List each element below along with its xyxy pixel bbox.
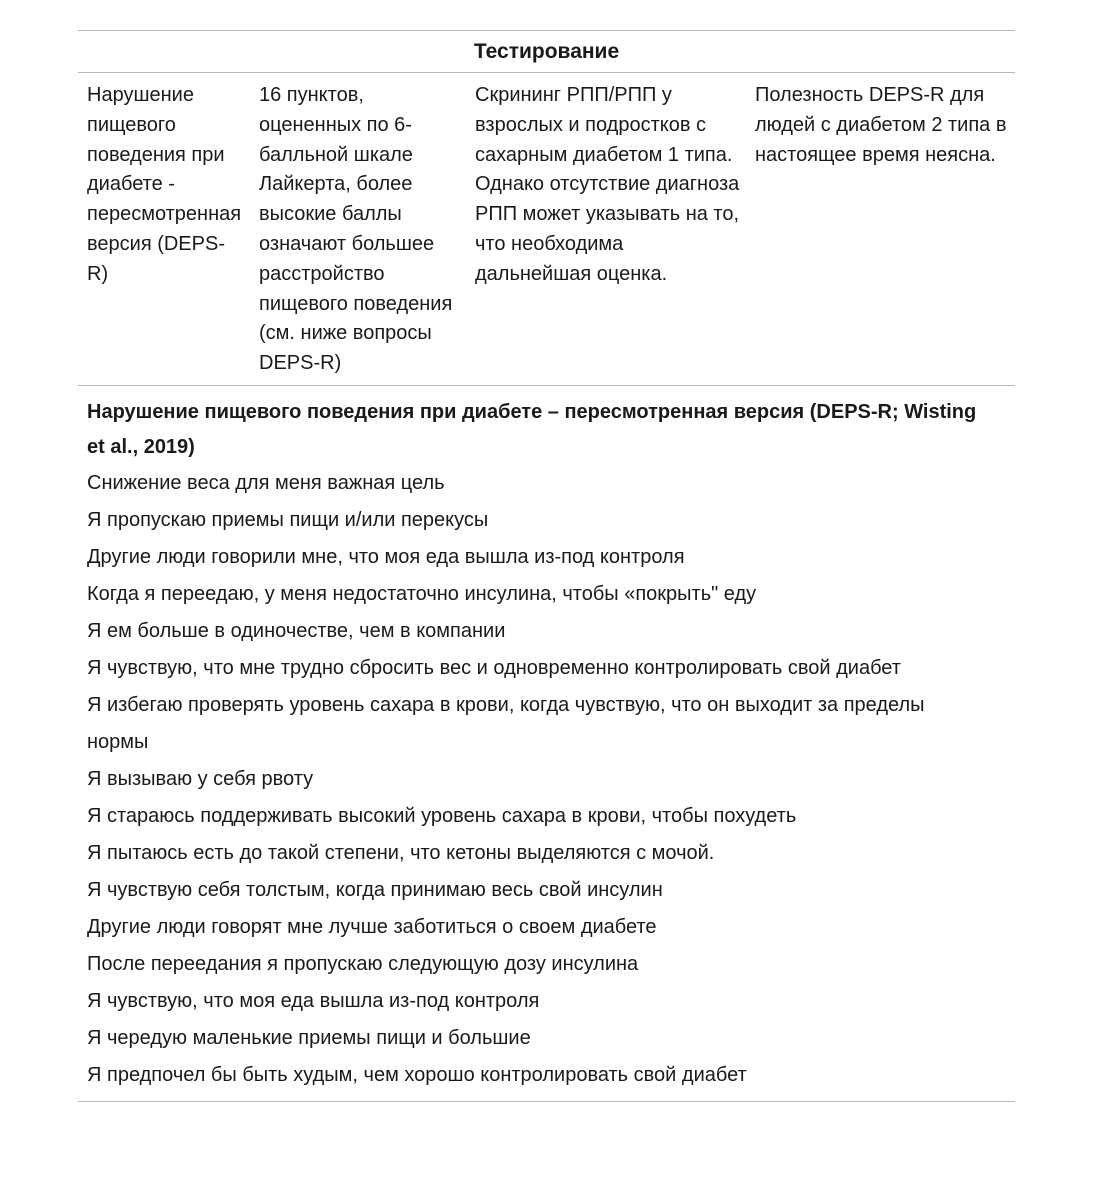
cell-instrument-name: Нарушение пищевого поведения при диабете - пересмотренная версия (DEPS-R) (87, 84, 242, 285)
question-item: Я вызываю у себя рвоту (87, 767, 314, 790)
question-item: Я чувствую, что мне трудно сбросить вес и одновременно контролировать свой диабет (87, 656, 901, 679)
questionnaire-section (78, 386, 1015, 1101)
cell-purpose: Скрининг РПП/РПП у взрослых и подростков с сахарным диабетом 1 типа. Однако отсутствие диагноза РПП может указывать на то, что необходима дальнейшая оценка. (475, 84, 740, 285)
question-item: Когда я переедаю, у меня недостаточно инсулина, чтобы «покрыть" еду (87, 582, 757, 605)
question-item: Я чувствую себя толстым, когда принимаю весь свой инсулин (87, 878, 663, 901)
cell-description: 16 пунктов, оцененных по 6-балльной шкале Лайкерта, более высокие баллы означают большее расстройство пищевого поведения (см. ниже вопросы DEPS-R) (259, 84, 453, 375)
question-item: Я чувствую, что моя еда вышла из-под контроля (87, 989, 540, 1012)
questionnaire-title: Нарушение пищевого поведения при диабете – пересмотренная версия (DEPS-R; Wisting et al., 2019) (87, 400, 977, 458)
table-row (78, 73, 1015, 385)
question-item: Я пытаюсь есть до такой степени, что кетоны выделяются с мочой. (87, 841, 715, 864)
section-header: Тестирование (473, 40, 620, 63)
question-item: Я избегаю проверять уровень сахара в крови, когда чувствую, что он выходит за пределы нормы (87, 693, 925, 753)
question-item: После переедания я пропускаю следующую дозу инсулина (87, 952, 639, 975)
cell-notes: Полезность DEPS-R для людей с диабетом 2 типа в настоящее время неясна. (755, 84, 1007, 166)
table-bottom-rule (78, 1101, 1015, 1102)
question-item: Я ем больше в одиночестве, чем в компании (87, 619, 506, 642)
document-table (78, 30, 1015, 1102)
question-item: Другие люди говорят мне лучше заботиться о своем диабете (87, 915, 657, 938)
questionnaire-items (87, 465, 1015, 1094)
question-item: Снижение веса для меня важная цель (87, 471, 445, 494)
question-item: Другие люди говорили мне, что моя еда вышла из-под контроля (87, 545, 685, 568)
question-item: Я пропускаю приемы пищи и/или перекусы (87, 508, 489, 531)
question-item: Я предпочел бы быть худым, чем хорошо контролировать свой диабет (87, 1063, 747, 1086)
question-item: Я стараюсь поддерживать высокий уровень сахара в крови, чтобы похудеть (87, 804, 797, 827)
question-item: Я чередую маленькие приемы пищи и большие (87, 1026, 531, 1049)
